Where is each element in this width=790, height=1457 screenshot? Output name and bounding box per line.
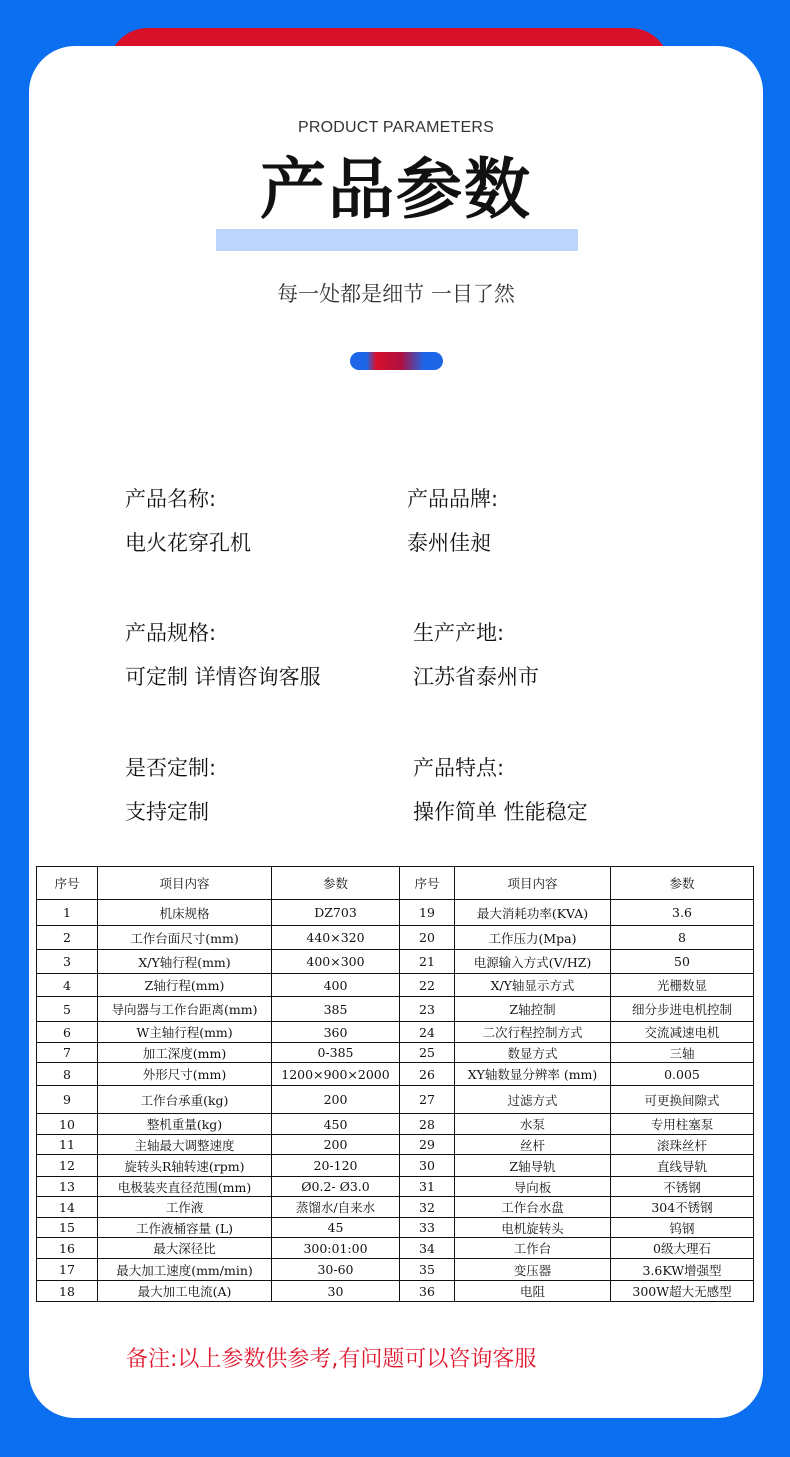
row-item-cell: 电极装夹直径范围(mm) [98,1177,272,1197]
row-item-cell: 水泵 [455,1114,611,1135]
row-index-cell: 33 [400,1218,455,1238]
table-row [37,950,754,974]
row-param-cell: 可更换间隙式 [611,1086,754,1114]
row-index-cell: 17 [37,1259,98,1281]
row-param-cell: 8 [611,926,754,950]
row-item-cell: 工作液 [98,1197,272,1218]
header-index: 序号 [400,867,455,900]
row-item-cell: 导向器与工作台距离(mm) [98,997,272,1022]
row-param-cell: 400×300 [272,950,400,974]
table-row [37,1259,754,1281]
product-brand-label: 产品品牌: [407,487,499,511]
row-index-cell: 26 [400,1063,455,1086]
customization-block [125,752,216,826]
row-index-cell: 19 [400,900,455,926]
row-item-cell: 最大加工电流(A) [98,1281,272,1302]
row-index-cell: 23 [400,997,455,1022]
table-row [37,900,754,926]
row-item-cell: 加工深度(mm) [98,1043,272,1063]
product-brand-block [407,483,498,557]
customization-label: 是否定制: [125,756,217,780]
table-row [37,1238,754,1259]
row-param-cell: 50 [611,950,754,974]
table-row [37,1043,754,1063]
row-index-cell: 11 [37,1135,98,1155]
row-item-cell: 电源输入方式(V/HZ) [455,950,611,974]
row-item-cell: 最大加工速度(mm/min) [98,1259,272,1281]
row-param-cell: 1200×900×2000 [272,1063,400,1086]
row-index-cell: 5 [37,997,98,1022]
product-feature-block [413,752,588,826]
row-item-cell: 整机重量(kg) [98,1114,272,1135]
row-item-cell: 二次行程控制方式 [455,1022,611,1043]
header-item: 项目内容 [98,867,272,900]
decorative-gradient-pill [350,352,443,370]
table-row [37,1022,754,1043]
row-index-cell: 16 [37,1238,98,1259]
row-item-cell: Z轴控制 [455,997,611,1022]
row-param-cell: 不锈钢 [611,1177,754,1197]
row-index-cell: 36 [400,1281,455,1302]
row-index-cell: 29 [400,1135,455,1155]
product-brand-value: 泰州佳昶 [407,531,491,555]
header-item: 项目内容 [455,867,611,900]
row-item-cell: 最大消耗功率(KVA) [455,900,611,926]
row-item-cell: 工作台承重(kg) [98,1086,272,1114]
row-index-cell: 7 [37,1043,98,1063]
row-param-cell: 20-120 [272,1155,400,1177]
chinese-title-block [29,142,763,252]
row-param-cell: 3.6KW增强型 [611,1259,754,1281]
row-item-cell: Z轴行程(mm) [98,974,272,997]
row-item-cell: 丝杆 [455,1135,611,1155]
row-item-cell: X/Y轴显示方式 [455,974,611,997]
row-param-cell: 交流减速电机 [611,1022,754,1043]
row-index-cell: 15 [37,1218,98,1238]
row-index-cell: 1 [37,900,98,926]
row-param-cell: 385 [272,997,400,1022]
row-index-cell: 6 [37,1022,98,1043]
row-index-cell: 28 [400,1114,455,1135]
row-param-cell: DZ703 [272,900,400,926]
table-row [37,974,754,997]
row-param-cell: 直线导轨 [611,1155,754,1177]
row-param-cell: 钨钢 [611,1218,754,1238]
row-item-cell: 电机旋转头 [455,1218,611,1238]
row-index-cell: 12 [37,1155,98,1177]
row-item-cell: XY轴数显分辨率 (mm) [455,1063,611,1086]
parameters-card [29,46,763,1418]
row-item-cell: 变压器 [455,1259,611,1281]
row-index-cell: 35 [400,1259,455,1281]
row-index-cell: 30 [400,1155,455,1177]
product-origin-value: 江苏省泰州市 [413,665,539,689]
row-item-cell: 外形尺寸(mm) [98,1063,272,1086]
header-param: 参数 [611,867,754,900]
table-row [37,1135,754,1155]
english-title: PRODUCT PARAMETERS [298,119,494,136]
row-param-cell: 三轴 [611,1043,754,1063]
row-item-cell: 最大深径比 [98,1238,272,1259]
row-item-cell: 过滤方式 [455,1086,611,1114]
table-body [37,900,754,1302]
product-spec-block [125,617,321,691]
row-index-cell: 31 [400,1177,455,1197]
product-origin-label: 生产产地: [413,621,505,645]
product-feature-label: 产品特点: [413,756,505,780]
row-index-cell: 14 [37,1197,98,1218]
table-row [37,926,754,950]
product-feature-value: 操作简单 性能稳定 [413,800,588,824]
row-item-cell: 工作压力(Mpa) [455,926,611,950]
customization-value: 支持定制 [125,800,209,824]
row-item-cell: 机床规格 [98,900,272,926]
row-item-cell: 导向板 [455,1177,611,1197]
row-param-cell: 300W超大无感型 [611,1281,754,1302]
row-item-cell: 工作液桶容量 (L) [98,1218,272,1238]
row-param-cell: 304不锈钢 [611,1197,754,1218]
table-row [37,1218,754,1238]
row-index-cell: 2 [37,926,98,950]
row-index-cell: 21 [400,950,455,974]
row-item-cell: 主轴最大调整速度 [98,1135,272,1155]
row-param-cell: 蒸馏水/自来水 [272,1197,400,1218]
header-param: 参数 [272,867,400,900]
row-index-cell: 25 [400,1043,455,1063]
product-name-label: 产品名称: [125,487,217,511]
row-param-cell: 360 [272,1022,400,1043]
table-header-row [37,867,754,900]
footnote: 备注:以上参数供参考,有问题可以咨询客服 [126,1347,537,1372]
row-param-cell: 光栅数显 [611,974,754,997]
row-param-cell: 3.6 [611,900,754,926]
row-item-cell: 电阻 [455,1281,611,1302]
product-origin-block [413,617,539,691]
table-row [37,1155,754,1177]
product-name-value: 电火花穿孔机 [125,531,251,555]
row-item-cell: 工作台 [455,1238,611,1259]
table-row [37,1177,754,1197]
row-index-cell: 32 [400,1197,455,1218]
table-row [37,1086,754,1114]
row-param-cell: 0-385 [272,1043,400,1063]
row-item-cell: 数显方式 [455,1043,611,1063]
row-index-cell: 13 [37,1177,98,1197]
row-index-cell: 10 [37,1114,98,1135]
row-param-cell: 0.005 [611,1063,754,1086]
row-item-cell: 旋转头R轴转速(rpm) [98,1155,272,1177]
table-row [37,1281,754,1302]
product-name-block [125,483,251,557]
row-index-cell: 20 [400,926,455,950]
row-index-cell: 8 [37,1063,98,1086]
table-row [37,1114,754,1135]
row-param-cell: 440×320 [272,926,400,950]
row-index-cell: 22 [400,974,455,997]
row-index-cell: 9 [37,1086,98,1114]
row-index-cell: 24 [400,1022,455,1043]
row-index-cell: 18 [37,1281,98,1302]
row-item-cell: X/Y轴行程(mm) [98,950,272,974]
row-param-cell: Ø0.2- Ø3.0 [272,1177,400,1197]
row-param-cell: 30-60 [272,1259,400,1281]
row-param-cell: 45 [272,1218,400,1238]
row-index-cell: 3 [37,950,98,974]
row-param-cell: 滚珠丝杆 [611,1135,754,1155]
row-item-cell: 工作台面尺寸(mm) [98,926,272,950]
product-spec-value: 可定制 详情咨询客服 [125,665,321,689]
subtitle: 每一处都是细节 一目了然 [277,282,515,306]
row-param-cell: 200 [272,1135,400,1155]
product-spec-label: 产品规格: [125,621,217,645]
row-index-cell: 4 [37,974,98,997]
row-index-cell: 34 [400,1238,455,1259]
table-row [37,997,754,1022]
row-param-cell: 30 [272,1281,400,1302]
row-param-cell: 专用柱塞泵 [611,1114,754,1135]
parameters-table [36,866,754,1302]
header-index: 序号 [37,867,98,900]
row-param-cell: 400 [272,974,400,997]
table-row [37,1063,754,1086]
row-item-cell: 工作台水盘 [455,1197,611,1218]
row-item-cell: W主轴行程(mm) [98,1022,272,1043]
row-param-cell: 细分步进电机控制 [611,997,754,1022]
row-param-cell: 450 [272,1114,400,1135]
chinese-title: 产品参数 [260,151,532,228]
row-item-cell: Z轴导轨 [455,1155,611,1177]
row-param-cell: 200 [272,1086,400,1114]
row-param-cell: 0级大理石 [611,1238,754,1259]
row-param-cell: 300:01:00 [272,1238,400,1259]
row-index-cell: 27 [400,1086,455,1114]
table-row [37,1197,754,1218]
